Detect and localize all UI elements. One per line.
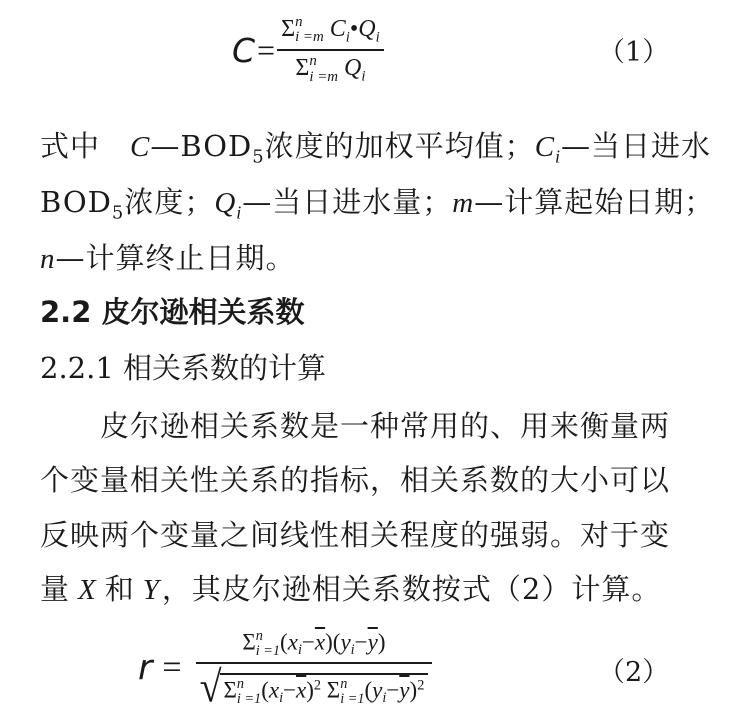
eq1-fraction	[277, 15, 384, 85]
eq2-equals: =	[162, 649, 182, 686]
eq2-numerator: Σ n i =1 $(x_i-\overline{x})(y_i-\overline{y})$	[242, 628, 386, 659]
eq2-denominator	[196, 661, 433, 712]
eq2-number: （2）	[598, 657, 670, 688]
paragraph-line-1: 皮尔逊相关系数是一种常用的、用来衡量两	[100, 409, 671, 443]
eq1-equals: =	[257, 31, 276, 68]
eq2-lhs: r	[138, 648, 153, 688]
definition-line-2: $BOD_5$浓度；$Q_i—$当日进水量；m—计算起始日期；	[40, 185, 715, 224]
definition-line-1: 式中 $C—BOD_5$浓度的加权平均值；$C_i—$当日进水	[40, 129, 712, 168]
eq2-fraction	[196, 628, 433, 712]
equation-1	[232, 14, 384, 86]
eq1-lhs: C	[232, 30, 256, 70]
paragraph-line-3: 反映两个变量之间线性相关程度的强弱。对于变	[40, 518, 671, 552]
equation-2	[138, 620, 432, 716]
sqrt-icon: √ Σ n i =1 $(x_i-\overline{x})^2$ Σ n i =1 $(y_i-\overline{y})^2$	[200, 667, 429, 707]
definition-line-3: n—计算终止日期。	[40, 241, 296, 275]
eq1-denominator: Σ n i =m $Q_i$	[295, 53, 366, 85]
eq1-numerator: Σ n i =m $C_i•Q_i$	[281, 13, 380, 46]
eq1-number: （1）	[598, 37, 670, 68]
section-heading: 2.2 皮尔逊相关系数	[40, 295, 305, 329]
paragraph-line-2: 个变量相关性关系的指标，相关系数的大小可以	[40, 463, 671, 497]
subsection-heading: 2.2.1 相关系数的计算	[40, 351, 327, 385]
paragraph-line-4: 量 X 和 Y，其皮尔逊相关系数按式（2）计算。	[40, 572, 662, 606]
